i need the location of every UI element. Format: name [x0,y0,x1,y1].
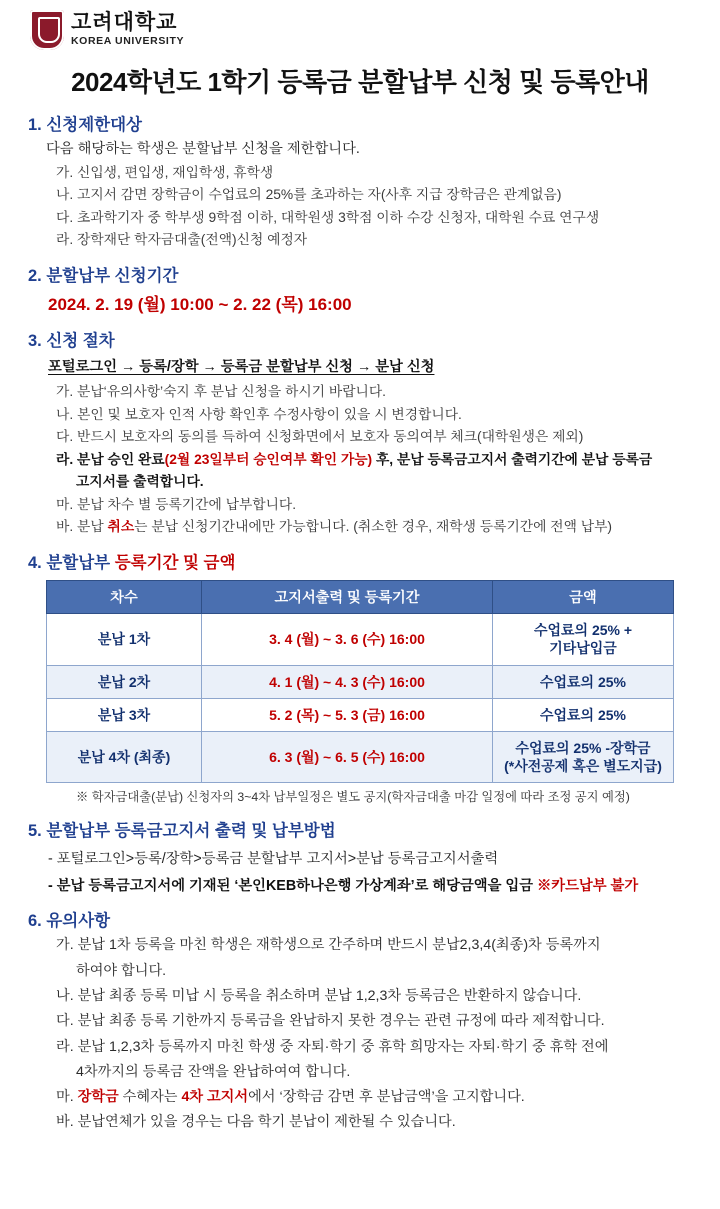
payment-method-path: - 포털로그인>등록/장학>등록금 분할납부 고지서>분납 등록금고지서출력 [48,851,499,868]
section-3-heading: 3. 신청 절차 [28,332,115,351]
item-text: 반드시 보호자의 동의를 득하여 신청화면에서 보호자 동의여부 체크(대학원생은 제외) [77,429,584,445]
section-3-item [56,382,702,402]
item-prefix: 나. [56,406,77,422]
notice-item: 가. 분납 1차 등록을 마친 학생은 재학생으로 간주하며 반드시 분납2,3,4(최종)차 등록까지 [56,937,601,954]
procedure-path: 포털로그인 → 등록/장학 → 등록금 분할납부 신청 → 분납 신청 [48,359,435,376]
notice-highlight-bill: 4차 고지서 [181,1089,249,1106]
section-application-restrictions [18,111,702,250]
notice-item-continued: 4차까지의 등록금 잔액을 완납하여여 합니다. [76,1063,351,1080]
item-tail: 는 분납 신청기간내에만 가능합니다. (취소한 경우, 재학생 등록기간에 전액 납부) [134,519,612,535]
item-prefix: 라. [56,451,77,467]
section-1-heading: 1. 신청제한대상 [28,116,142,134]
cell-amount-line2: 기타납입금 [549,640,617,657]
cell-amount-line1: 수업료의 25% + [533,622,633,639]
column-header-amount: 금액 [493,581,674,614]
cell-amount: 수업료의 25% [493,698,674,731]
section-5-heading: 5. 분할납부 등록금고지서 출력 및 납부방법 [28,822,336,841]
section-3-item-continued [76,472,702,492]
item-text: 분납 [77,519,108,535]
notice-item-scholarship [56,1087,702,1108]
section-4-heading-accent: 등록기간 및 금액 [114,554,236,573]
notice-item: 다. 분납 최종 등록 기한까지 등록금을 완납하지 못한 경우는 관련 규정에 따라 제적합니다. [56,1013,605,1030]
section-4-heading-main: 4. 분할납부 [28,554,115,573]
table-header-row [47,581,674,614]
payment-method-text: - 분납 등록금고지서에 기재된 ‘본인KEB하나은행 가상계좌’로 해당금액을 입금 [48,878,537,895]
section-3-item-cancel [56,517,702,537]
section-1-item: 나. 고지서 감면 장학금이 수업료의 25%를 초과하는 자(사후 지급 장학금은 관계없음) [56,187,562,203]
cell-amount [493,731,674,782]
section-3-item [56,427,702,447]
cell-round: 분납 1차 [47,614,202,665]
cell-amount-line1: 수업료의 25% -장학금 [515,739,651,756]
university-name-block [71,12,184,48]
item-prefix: 마. [56,496,77,512]
section-application-period [18,262,702,315]
column-header-period: 고지서출력 및 등록기간 [202,581,493,614]
item-prefix: 바. [56,519,77,535]
section-6-heading: 6. 유의사항 [28,912,111,931]
notice-item-continued: 하여야 합니다. [76,962,167,979]
cell-period: 4. 1 (월) ~ 4. 3 (수) 16:00 [202,665,493,698]
cell-round: 분납 4차 (최종) [47,731,202,782]
cell-amount-line2: (*사전공제 혹은 별도지급) [504,758,662,775]
cell-amount: 수업료의 25% [493,665,674,698]
item-text: 분납‘유의사항’숙지 후 분납 신청을 하시기 바랍니다. [77,384,387,400]
item-highlight: (2월 23일부터 승인여부 확인 가능) [164,451,373,467]
university-name-en: KOREA UNIVERSITY [71,35,185,48]
section-notices [18,907,702,1133]
table-row [47,665,674,698]
section-installment-schedule [18,549,702,805]
page-title: 2024학년도 1학기 등록금 분할납부 신청 및 등록안내 [71,67,649,97]
section-1-item: 다. 초과학기자 중 학부생 9학점 이하, 대학원생 3학점 이하 수강 신청자, 대학원 수료 연구생 [56,209,600,225]
section-4-heading [28,549,702,573]
table-row [47,698,674,731]
section-2-heading: 2. 분할납부 신청기간 [28,267,179,286]
section-payment-method [18,817,702,895]
application-period-value: 2024. 2. 19 (월) 10:00 ~ 2. 22 (목) 16:00 [48,295,352,315]
item-text: 본인 및 보호자 인적 사항 확인후 수정사항이 있을 시 변경합니다. [77,406,462,422]
university-logo [18,0,702,52]
notice-item: 나. 분납 최종 등록 미납 시 등록을 취소하며 분납 1,2,3차 등록금은 반환하지 않습니다. [56,987,582,1004]
korea-university-crest-icon [30,10,64,50]
section-3-item [56,405,702,425]
item-prefix: 가. [56,384,77,400]
notice-item: 라. 분납 1,2,3차 등록까지 마친 학생 중 자퇴·학기 중 휴학 희망자는 자퇴·학기 중 휴학 전에 [56,1038,609,1055]
university-name-ko: 고려대학교 [71,11,178,35]
section-3-item [56,495,702,515]
section-1-item: 라. 장학재단 학자금대출(전액)신청 예정자 [56,232,308,248]
section-3-item-approval [56,450,702,470]
cell-round: 분납 2차 [47,665,202,698]
item-prefix: 다. [56,429,77,445]
item-text: 분납 승인 완료 [77,451,165,467]
notice-tail: 에서 ‘장학금 감면 후 분납금액’을 고지합니다. [248,1089,525,1106]
column-header-round: 차수 [47,581,202,614]
section-1-intro: 다음 해당하는 학생은 분할납부 신청을 제한합니다. [46,141,360,157]
notice-prefix: 마. [56,1089,78,1106]
notice-mid: 수혜자는 [118,1089,182,1106]
table-row [47,731,674,782]
cell-period: 3. 4 (월) ~ 3. 6 (수) 16:00 [202,614,493,665]
item-tail: 후, 분납 등록금고지서 출력기간에 분납 등록금 [372,451,653,467]
notice-highlight-scholarship: 장학금 [77,1089,119,1106]
table-row [47,614,674,665]
item-highlight: 취소 [107,519,135,535]
cell-period: 5. 2 (목) ~ 5. 3 (금) 16:00 [202,698,493,731]
item-text: 고지서를 출력합니다. [76,474,204,490]
payment-method-account [48,875,702,895]
cell-round: 분납 3차 [47,698,202,731]
cell-period: 6. 3 (월) ~ 6. 5 (수) 16:00 [202,731,493,782]
section-application-procedure [18,327,702,537]
installment-schedule-table [46,580,674,783]
section-1-item: 가. 신입생, 편입생, 재입학생, 휴학생 [56,164,274,180]
notice-item: 바. 분납연체가 있을 경우는 다음 학기 분납이 제한될 수 있습니다. [56,1114,456,1131]
table-footnote: ※ 학자금대출(분납) 신청자의 3~4차 납부일정은 별도 공지(학자금대출 마감 일정에 따라 조정 공지 예정) [76,790,630,805]
cell-amount [493,614,674,665]
card-payment-warning: ※카드납부 불가 [537,878,639,895]
item-text: 분납 차수 별 등록기간에 납부합니다. [77,496,297,512]
